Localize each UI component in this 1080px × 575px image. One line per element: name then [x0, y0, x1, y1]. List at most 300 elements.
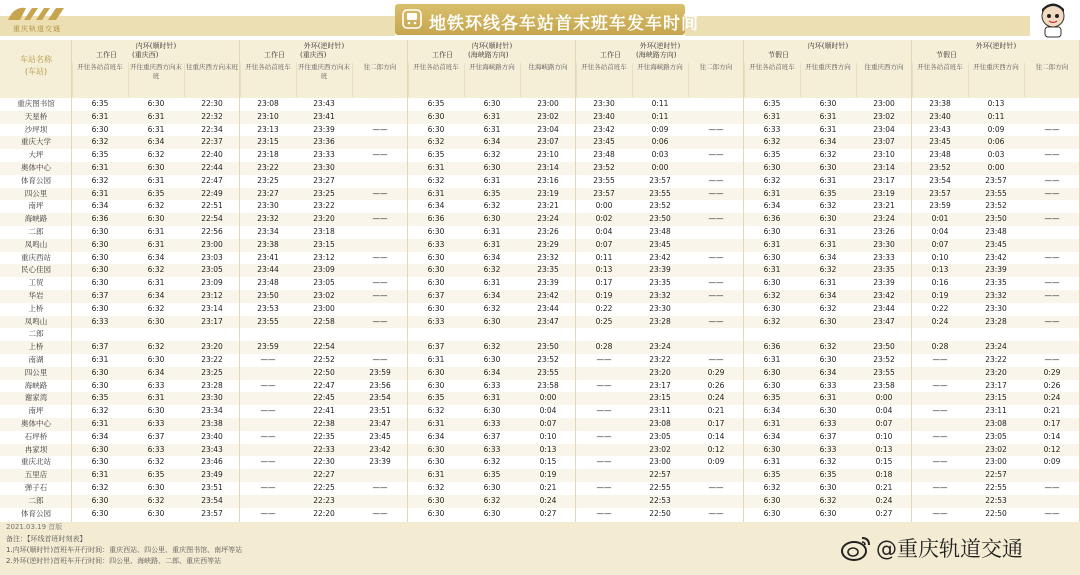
time-cell: ——	[1044, 188, 1060, 198]
column-header: 开往各站首班车	[912, 63, 967, 97]
time-cell: 23:12	[201, 291, 223, 300]
time-cell: 23:34	[257, 227, 279, 236]
direction-terminal: (重庆西)	[132, 51, 159, 59]
time-cell: 6:36	[91, 214, 109, 224]
time-cell: 22:34	[201, 124, 223, 134]
time-cell: 6:34	[819, 137, 837, 147]
time-cell: 23:52	[929, 163, 951, 172]
time-cell: 6:32	[483, 150, 501, 160]
page-title: 地铁环线各车站首末班车发车时间	[429, 14, 699, 34]
time-cell: 22:55	[985, 483, 1007, 492]
time-cell: 6:32	[427, 406, 445, 416]
time-cell: 23:02	[873, 111, 895, 121]
time-cell: 23:42	[985, 252, 1007, 262]
time-cell: 6:34	[147, 252, 165, 262]
time-cell: 0:24	[707, 393, 725, 403]
time-cell: ——	[708, 124, 724, 134]
time-cell: 23:57	[985, 175, 1007, 185]
time-cell: 0:00	[987, 163, 1005, 172]
table-row	[0, 98, 1080, 111]
time-cell: 23:27	[257, 188, 279, 198]
time-cell: 6:30	[91, 265, 109, 275]
time-cell: 23:11	[985, 406, 1007, 416]
time-cell: 0:17	[595, 278, 613, 288]
column-header: 往重庆西方向	[856, 63, 911, 97]
time-cell: 23:39	[369, 457, 391, 467]
time-cell: ——	[1044, 508, 1060, 518]
time-cell: 23:47	[537, 316, 559, 326]
time-cell: 22:50	[985, 508, 1007, 518]
time-cell: 6:33	[763, 124, 781, 134]
time-cell: 0:00	[539, 393, 557, 403]
time-cell: 6:32	[763, 483, 781, 492]
direction-title: 内环(顺时针)	[471, 42, 513, 50]
time-cell: 6:30	[147, 355, 165, 364]
time-cell: 6:37	[427, 342, 445, 352]
header-band-right	[685, 16, 1030, 36]
table-row	[0, 380, 1080, 393]
time-cell: 6:35	[763, 393, 781, 403]
time-cell: 23:57	[201, 508, 223, 518]
time-cell: 6:32	[819, 495, 837, 505]
station-name: 沙坪坝	[24, 124, 48, 134]
station-name: 冉家坝	[24, 444, 48, 454]
time-cell: 6:36	[427, 214, 445, 224]
table-row	[0, 341, 1080, 354]
time-cell: 0:02	[595, 214, 613, 224]
time-cell: 23:05	[649, 431, 671, 441]
time-cell: 23:22	[649, 355, 671, 364]
time-cell: 23:20	[313, 214, 335, 224]
time-cell: 22:47	[313, 380, 335, 390]
station-name: 五里店	[24, 470, 48, 480]
station-name: 上桥	[28, 342, 44, 352]
time-cell: 22:54	[201, 214, 223, 224]
time-cell: 23:51	[369, 406, 391, 416]
time-cell: 0:28	[931, 342, 949, 352]
time-cell: 6:31	[763, 239, 781, 249]
time-cell: 23:57	[929, 188, 951, 198]
time-cell: 23:38	[201, 419, 223, 428]
time-cell: ——	[1044, 175, 1060, 185]
time-cell: 23:00	[985, 457, 1007, 467]
time-cell: 6:35	[91, 99, 109, 108]
time-cell: 6:30	[763, 278, 781, 288]
time-cell: 23:40	[593, 111, 615, 121]
time-cell: 6:30	[91, 508, 109, 518]
direction-subtitle: 工作日	[96, 51, 117, 59]
time-cell: 6:31	[91, 470, 109, 480]
time-cell: 6:30	[819, 355, 837, 364]
time-cell: 0:07	[875, 419, 893, 428]
time-cell: 0:11	[651, 99, 669, 108]
time-cell: 23:45	[369, 431, 391, 441]
time-cell: 23:02	[985, 444, 1007, 454]
time-cell: 22:51	[201, 201, 223, 211]
time-cell: 6:30	[483, 508, 501, 518]
time-cell: 23:04	[873, 124, 895, 134]
time-cell: 23:49	[201, 470, 223, 480]
time-cell: 23:55	[537, 367, 559, 377]
direction-subtitle: 工作日	[432, 51, 453, 59]
time-cell: 23:20	[201, 342, 223, 352]
table-row	[0, 469, 1080, 482]
time-cell: 6:37	[427, 291, 445, 300]
direction-title: 内环(顺时针)	[135, 42, 177, 50]
time-cell: 6:32	[427, 137, 445, 147]
time-cell: ——	[260, 355, 276, 364]
time-cell: 0:01	[931, 214, 949, 224]
time-cell: 23:28	[649, 316, 671, 326]
time-cell: 6:30	[91, 239, 109, 249]
time-cell: 6:31	[819, 227, 837, 236]
time-cell: 22:50	[649, 508, 671, 518]
time-cell: ——	[596, 457, 612, 467]
time-cell: ——	[260, 457, 276, 467]
time-cell: 6:37	[819, 431, 837, 441]
time-cell: 6:31	[427, 419, 445, 428]
time-cell: 6:30	[427, 380, 445, 390]
time-cell: ——	[708, 150, 724, 160]
weibo-watermark	[836, 528, 1076, 568]
table-row	[0, 367, 1080, 380]
time-cell: 6:30	[91, 367, 109, 377]
time-cell: 23:19	[537, 188, 559, 198]
time-cell: ——	[596, 355, 612, 364]
table-row	[0, 200, 1080, 213]
time-cell: 0:21	[875, 483, 893, 492]
footer-note-title: 备注：【环线首班时刻表】	[6, 535, 87, 543]
time-cell: 0:07	[931, 239, 949, 249]
time-cell: ——	[932, 483, 948, 492]
time-cell: 23:43	[929, 124, 951, 134]
time-cell: 23:42	[369, 444, 391, 454]
time-cell: 6:32	[763, 137, 781, 147]
time-cell: 6:35	[427, 150, 445, 160]
time-cell: 22:38	[313, 419, 335, 428]
time-cell: 6:34	[483, 291, 501, 300]
time-cell: 23:15	[313, 239, 335, 249]
station-name: 谢家湾	[24, 393, 48, 403]
time-cell: 22:56	[201, 227, 223, 236]
station-name: 南坪	[28, 406, 44, 416]
time-cell: 23:48	[985, 227, 1007, 236]
time-cell: 6:32	[819, 303, 837, 313]
time-cell: 6:32	[147, 150, 165, 160]
station-name: 弹子石	[24, 483, 48, 492]
time-cell: 6:30	[819, 163, 837, 172]
table-row	[0, 124, 1080, 137]
time-cell: ——	[372, 278, 388, 288]
time-cell: 23:10	[537, 150, 559, 160]
time-cell: 0:11	[987, 111, 1005, 121]
time-cell: ——	[260, 406, 276, 416]
time-cell: 6:30	[819, 316, 837, 326]
time-cell: 6:30	[147, 214, 165, 224]
station-name: 体育公园	[21, 175, 51, 185]
time-cell: 6:32	[91, 406, 109, 416]
time-cell: 0:12	[707, 444, 725, 454]
time-cell: 22:30	[313, 457, 335, 467]
time-cell: 6:34	[483, 252, 501, 262]
time-cell: 6:32	[427, 175, 445, 185]
time-cell: 23:54	[201, 495, 223, 505]
time-cell: 0:29	[1043, 367, 1061, 377]
time-cell: 6:30	[147, 406, 165, 416]
time-cell: 22:54	[313, 342, 335, 352]
time-cell: 0:12	[1043, 444, 1061, 454]
time-cell: 6:30	[427, 265, 445, 275]
time-cell: 6:31	[91, 111, 109, 121]
time-cell: 0:10	[875, 431, 893, 441]
time-cell: 0:06	[651, 137, 669, 147]
time-cell: 6:30	[483, 99, 501, 108]
time-cell: 6:30	[427, 278, 445, 288]
time-cell: 6:30	[819, 406, 837, 416]
time-cell: 0:15	[875, 457, 893, 467]
time-cell: 6:32	[819, 457, 837, 467]
time-cell: 23:22	[313, 201, 335, 211]
time-cell: 22:47	[201, 175, 223, 185]
table-row	[0, 354, 1080, 367]
time-cell: 6:30	[427, 444, 445, 454]
time-cell: 23:45	[929, 137, 951, 147]
time-cell: ——	[260, 431, 276, 441]
time-cell: 23:02	[537, 111, 559, 121]
time-cell: 23:00	[873, 99, 895, 108]
time-cell: 23:11	[649, 406, 671, 416]
station-name: 海峡路	[24, 214, 48, 224]
column-header: 开往重庆西方向	[800, 63, 855, 97]
time-cell: 0:17	[707, 419, 725, 428]
table-row	[0, 175, 1080, 188]
time-cell: 23:24	[537, 214, 559, 224]
time-cell: 6:34	[147, 137, 165, 147]
time-cell: 6:31	[147, 239, 165, 249]
time-cell: 6:37	[91, 342, 109, 352]
time-cell: ——	[372, 508, 388, 518]
logo-text: 重庆轨道交通	[13, 25, 61, 33]
time-cell: 6:31	[763, 419, 781, 428]
time-cell: 6:35	[763, 99, 781, 108]
time-cell: ——	[596, 380, 612, 390]
time-cell: 23:58	[873, 380, 895, 390]
time-cell: 22:50	[313, 367, 335, 377]
time-cell: ——	[372, 252, 388, 262]
time-cell: 6:30	[427, 457, 445, 467]
time-cell: 0:13	[931, 265, 949, 275]
time-cell: 6:30	[427, 495, 445, 505]
time-cell: 23:44	[257, 265, 279, 275]
time-cell: 23:38	[257, 239, 279, 249]
station-name: 重庆北站	[21, 457, 51, 467]
time-cell: ——	[1044, 214, 1060, 224]
time-cell: 6:31	[427, 355, 445, 364]
time-cell: 23:07	[873, 137, 895, 147]
time-cell: 23:22	[201, 355, 223, 364]
timetable	[0, 40, 1080, 522]
time-cell: 6:34	[147, 291, 165, 300]
column-header: 开往各站首班车	[408, 63, 463, 97]
time-cell: 6:31	[819, 175, 837, 185]
time-cell: 6:35	[147, 188, 165, 198]
time-cell: 22:40	[201, 150, 223, 160]
table-row	[0, 418, 1080, 431]
time-cell: 0:14	[707, 431, 725, 441]
time-cell: 22:44	[201, 163, 223, 172]
time-cell: 0:11	[651, 111, 669, 121]
table-row	[0, 495, 1080, 508]
time-cell: 23:42	[649, 252, 671, 262]
time-cell: 6:30	[427, 303, 445, 313]
time-cell: ——	[932, 380, 948, 390]
time-cell: 23:08	[257, 99, 279, 108]
time-cell: 23:02	[649, 444, 671, 454]
column-divider	[911, 40, 912, 522]
time-cell: 6:31	[147, 175, 165, 185]
station-name: 石坪桥	[24, 431, 48, 441]
time-cell: 23:00	[201, 239, 223, 249]
column-header: 开往重庆西方向末班	[296, 63, 351, 97]
time-cell: 6:34	[483, 367, 501, 377]
time-cell: 6:31	[147, 124, 165, 134]
column-header: 开往各站首班车	[72, 63, 127, 97]
time-cell: 6:34	[91, 201, 109, 211]
direction-title: 外环(逆时针)	[975, 42, 1017, 50]
metro-train-icon	[401, 8, 423, 30]
time-cell: 0:18	[875, 470, 893, 480]
time-cell: 23:20	[985, 367, 1007, 377]
time-cell: 23:48	[929, 150, 951, 160]
time-cell: ——	[932, 406, 948, 416]
time-cell: ——	[932, 431, 948, 441]
time-cell: 6:33	[147, 419, 165, 428]
time-cell: ——	[1044, 316, 1060, 326]
table-row	[0, 303, 1080, 316]
table-row	[0, 405, 1080, 418]
time-cell: 6:30	[819, 99, 837, 108]
time-cell: 0:10	[931, 252, 949, 262]
time-cell: 0:26	[707, 380, 725, 390]
table-row	[0, 328, 1080, 341]
time-cell: 6:32	[91, 137, 109, 147]
column-header: 开往重庆西方向	[968, 63, 1023, 97]
time-cell: 23:52	[985, 201, 1007, 211]
table-row	[0, 136, 1080, 149]
time-cell: 23:30	[649, 303, 671, 313]
time-cell: ——	[708, 483, 724, 492]
time-cell: 23:55	[985, 188, 1007, 198]
time-cell: 6:33	[147, 380, 165, 390]
time-cell: 6:34	[763, 431, 781, 441]
time-cell: 23:27	[313, 175, 335, 185]
time-cell: 23:47	[873, 316, 895, 326]
time-cell: ——	[708, 508, 724, 518]
time-cell: 22:52	[313, 355, 335, 364]
time-cell: 6:30	[147, 99, 165, 108]
time-cell: 6:30	[427, 124, 445, 134]
time-cell: 6:35	[819, 470, 837, 480]
time-cell: 6:31	[819, 278, 837, 288]
time-cell: 22:25	[313, 483, 335, 492]
time-cell: 23:36	[313, 137, 335, 147]
table-row	[0, 226, 1080, 239]
time-cell: 23:35	[985, 278, 1007, 288]
time-cell: 23:26	[873, 227, 895, 236]
time-cell: 23:32	[257, 214, 279, 224]
time-cell: 0:25	[595, 316, 613, 326]
time-cell: 6:32	[427, 483, 445, 492]
column-header: 往二郎方向	[688, 63, 743, 97]
time-cell: 23:52	[537, 355, 559, 364]
time-cell: 23:22	[257, 163, 279, 172]
time-cell: 22:53	[985, 495, 1007, 505]
time-cell: 0:27	[875, 508, 893, 518]
time-cell: 6:30	[819, 214, 837, 224]
time-cell: 6:35	[483, 470, 501, 480]
direction-header-1	[72, 40, 241, 98]
time-cell: 6:30	[427, 111, 445, 121]
weibo-icon	[840, 534, 872, 562]
time-cell: 22:37	[201, 137, 223, 147]
time-cell: 0:26	[1043, 380, 1061, 390]
time-cell: 6:34	[819, 367, 837, 377]
time-cell: 6:37	[91, 291, 109, 300]
column-header: 开往海峡路方向	[632, 63, 687, 97]
table-row	[0, 392, 1080, 405]
time-cell: 22:32	[201, 111, 223, 121]
station-column-header	[0, 40, 73, 98]
time-cell: 23:55	[873, 367, 895, 377]
time-cell: ——	[708, 214, 724, 224]
time-cell: 6:32	[763, 291, 781, 300]
time-cell: 6:37	[147, 431, 165, 441]
time-cell: 6:30	[91, 278, 109, 288]
time-cell: 6:33	[819, 380, 837, 390]
time-cell: 6:31	[147, 393, 165, 403]
time-cell: 23:54	[369, 393, 391, 403]
time-cell: ——	[708, 252, 724, 262]
time-cell: 22:53	[649, 495, 671, 505]
time-cell: 6:30	[427, 227, 445, 236]
time-cell: 6:30	[763, 495, 781, 505]
table-row	[0, 239, 1080, 252]
time-cell: 6:31	[91, 355, 109, 364]
time-cell: ——	[932, 355, 948, 364]
station-name: 凤鸣山	[24, 316, 48, 326]
time-cell: 23:08	[985, 419, 1007, 428]
time-cell: 0:21	[539, 483, 557, 492]
direction-header-5	[744, 40, 913, 98]
footer-note-1: 1.内环(顺时针)首班车开行时间：重庆西站、四公里、重庆图书馆、南坪等站	[6, 546, 243, 554]
time-cell: 23:07	[537, 137, 559, 147]
time-cell: 23:38	[929, 99, 951, 108]
time-cell: 6:30	[147, 483, 165, 492]
footer-date: 2021.03.19 首版	[6, 523, 63, 531]
time-cell: 23:00	[649, 457, 671, 467]
time-cell: 23:59	[929, 201, 951, 211]
table-row	[0, 316, 1080, 329]
time-cell: 6:30	[147, 163, 165, 172]
time-cell: 6:30	[91, 227, 109, 236]
time-cell: 23:17	[201, 316, 223, 326]
time-cell: 0:24	[875, 495, 893, 505]
time-cell: 6:30	[91, 380, 109, 390]
column-divider	[575, 40, 576, 522]
time-cell: ——	[708, 188, 724, 198]
time-cell: 6:34	[483, 137, 501, 147]
time-cell: ——	[372, 188, 388, 198]
